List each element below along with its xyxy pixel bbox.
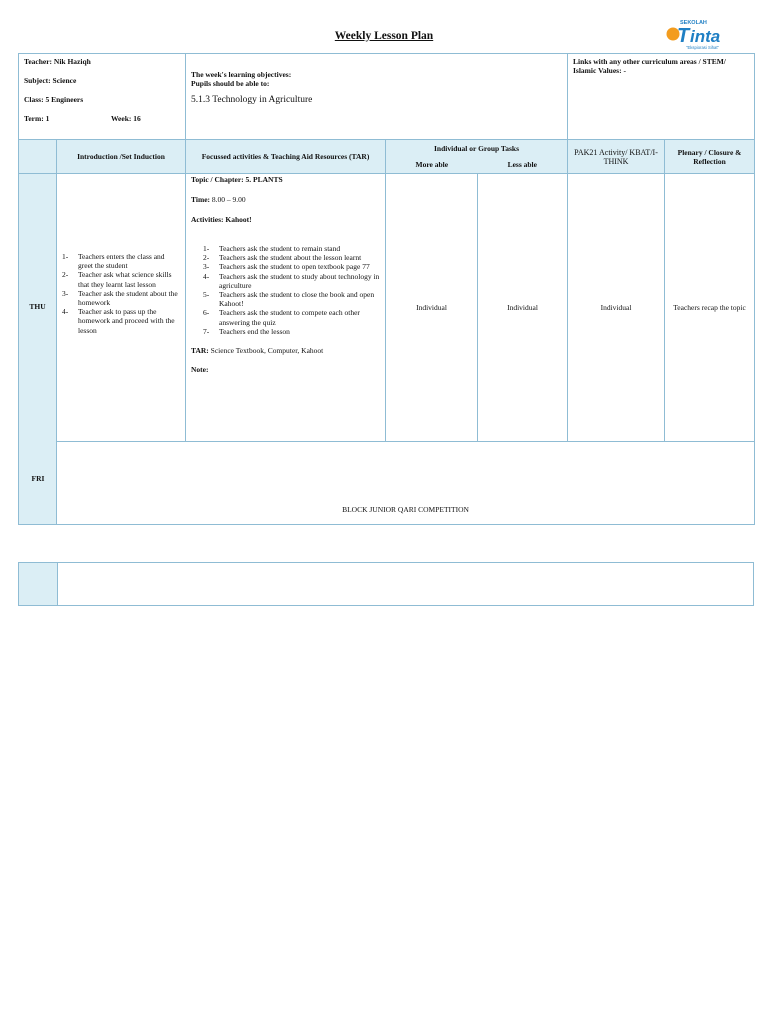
- col-intro-header: Introduction /Set Induction: [57, 140, 186, 174]
- list-item: 4- Teacher ask to pass up the homework and proceed with the lesson: [62, 307, 175, 335]
- logo-main-text: inta: [690, 27, 721, 46]
- day-fri: FRI: [31, 474, 45, 483]
- time-value: 8.00 – 9.00: [211, 195, 246, 204]
- list-item: 2- Teachers ask the student about the lesson learnt: [203, 253, 362, 263]
- list-item: 5- Teachers ask the student to close the book and open Kahoot!: [203, 290, 375, 309]
- school-logo: [664, 16, 736, 52]
- subject-label: Subject: Science: [24, 76, 77, 85]
- svg-text:T: T: [677, 25, 690, 47]
- list-item: 3- Teacher ask the student about the homework: [62, 288, 178, 308]
- col-group-tasks-header: Individual or Group Tasks: [386, 140, 568, 157]
- activities-label: Activities: Kahoot!: [191, 215, 252, 224]
- note-label: Note:: [191, 365, 209, 375]
- col-plenary-header: Plenary / Closure & Reflection: [665, 140, 755, 174]
- list-item: 2- Teacher ask what science skills that they learnt last lesson: [62, 270, 172, 289]
- list-item: 4- Teachers ask the student to study about technology in agriculture: [203, 271, 380, 290]
- thu-less-able: Individual: [478, 174, 568, 442]
- thu-intro-list: [62, 252, 180, 335]
- empty-row-box: [18, 562, 754, 606]
- header-blank-cell: [19, 140, 57, 174]
- time-label: Time:: [191, 195, 211, 204]
- links-cell: Links with any other curriculum areas / STEM/ Islamic Values: -: [568, 54, 755, 140]
- empty-row-side: [19, 563, 58, 605]
- thu-more-able: Individual: [386, 174, 478, 442]
- list-item: 6- Teachers ask the student to compete each other answering the quiz: [203, 308, 360, 327]
- logo-tagline: "Ekspiorasi Sihat": [686, 45, 719, 50]
- list-item: 7- Teachers end the lesson: [203, 326, 290, 336]
- tar-label: TAR:: [191, 346, 209, 356]
- page-title: Weekly Lesson Plan: [334, 30, 434, 42]
- week-label: Week: 16: [110, 114, 141, 123]
- objectives-value: 5.1.3 Technology in Agriculture: [191, 95, 313, 105]
- objectives-cell: [186, 54, 568, 140]
- tar-value: Science Textbook, Computer, Kahoot: [210, 346, 324, 356]
- objectives-heading: The week's learning objectives:: [191, 70, 292, 79]
- thu-focused-cell: [186, 174, 386, 442]
- col-more-able-header: More able: [386, 157, 478, 174]
- topic-label: Topic / Chapter: 5. PLANTS: [191, 175, 283, 184]
- fri-block-text: BLOCK JUNIOR QARI COMPETITION: [342, 505, 469, 514]
- class-label: Class: 5 Engineers: [24, 95, 84, 104]
- list-item: 3- Teachers ask the student to open textbook page 77: [203, 262, 370, 272]
- logo-top-text: SEKOLAH: [680, 20, 707, 26]
- thu-pak21: Individual: [568, 174, 665, 442]
- lesson-plan-table: [18, 53, 755, 525]
- day-thu: THU: [19, 174, 57, 525]
- objectives-subheading: Pupils should be able to:: [191, 79, 270, 88]
- list-item: 1- Teachers ask the student to remain stand: [203, 244, 341, 253]
- info-cell: [19, 54, 186, 140]
- col-focused-header: Focussed activities & Teaching Aid Resources (TAR): [186, 140, 386, 174]
- fri-content-cell: [57, 442, 755, 525]
- col-pak21-header: PAK21 Activity/ KBAT/I-THINK: [568, 140, 665, 174]
- term-label: Term: 1: [24, 114, 50, 123]
- col-less-able-header: Less able: [478, 157, 568, 174]
- teacher-label: Teacher: Nik Haziqh: [24, 57, 91, 66]
- thu-plenary: Teachers recap the topic: [665, 174, 755, 442]
- list-item: 1- Teachers enters the class and greet the student: [62, 252, 165, 271]
- thu-intro-cell: [57, 174, 186, 442]
- thu-steps-list: [203, 244, 380, 336]
